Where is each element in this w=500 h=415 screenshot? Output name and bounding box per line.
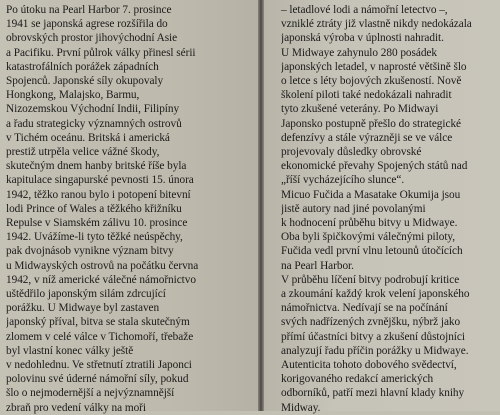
text-line: 1941 se japonská agrese rozšířila do <box>6 18 168 31</box>
text-line: uštědřilo japonským silám zdrcující <box>6 288 166 301</box>
text-line: v Tichém oceánu. Britská i americká <box>6 131 170 144</box>
text-line: k hodnocení průběhu bitvy u Midwaye. <box>281 217 458 230</box>
text-line: V průběhu líčení bitvy podrobují kritice <box>281 273 460 286</box>
text-line: kapitulace singapurské pevnosti 15. února <box>6 174 194 187</box>
text-line: na Pearl Harbor. <box>281 259 354 272</box>
text-line: Repulse v Siamském zálivu 10. prosince <box>6 217 188 230</box>
text-line: Nizozemskou Východní Indii, Filipíny <box>6 103 180 116</box>
text-line: defenzívy a stále výrazněji se ve válce <box>281 131 453 144</box>
text-line: – letadlové lodi a námořní letectvo –, <box>281 4 448 16</box>
text-line: katastrofálních porážek západních <box>6 60 159 73</box>
text-line: zbraň pro vedení války na moři <box>6 401 146 414</box>
text-line: polovinu své úderné námořní síly, pokud <box>6 373 189 386</box>
text-line: japonský příval, bitva se stala skutečným <box>6 316 190 329</box>
text-line: Fučida vedl první vlnu letounů útočících <box>281 245 463 258</box>
text-line: Midway. <box>281 401 321 414</box>
text-line: lodi Prince of Wales a těžkého křižníku <box>6 202 182 215</box>
text-line: Japonsko postupně přešlo do strategické <box>281 117 462 130</box>
text-line: 1942, v níž americké válečné námořnictvo <box>6 273 196 286</box>
text-line: jistě autory nad jiné povolanými <box>281 202 426 215</box>
text-line: skutečným dnem hanby britské říše byla <box>6 160 187 173</box>
text-line: „říší vycházejícího slunce“. <box>281 174 405 187</box>
text-line: ekonomické převahy Spojených států nad <box>281 160 468 173</box>
text-line: 1942. Uvážíme-li tyto těžké neúspěchy, <box>6 231 183 244</box>
text-line: a Pacifiku. První půlrok války přinesl sérii <box>6 46 196 59</box>
text-line: a zkoumání každý krok velení japonského <box>281 288 470 301</box>
text-line: o letce s léty bojových zkušeností. Nově <box>281 75 462 88</box>
text-line: přímí účastníci bitvy a zkušení důstojníci <box>281 330 465 343</box>
text-line: Spojenců. Japonské síly okupovaly <box>6 75 164 88</box>
text-line: 1942, těžko ranou bylo i potopení bitevní <box>6 188 191 201</box>
right-text-column <box>264 0 500 414</box>
text-line: odborníků, patří mezi hlavní klady knihy <box>281 387 465 400</box>
text-line: projevovaly důsledky obrovské <box>281 146 422 159</box>
text-line: obrovských prostor jihovýchodní Asie <box>6 32 178 45</box>
text-line: vzniklé ztráty již vlastně nikdy nedokázala <box>281 18 472 31</box>
text-line: šlo o nejmodernější a nejvýznamnější <box>6 387 175 400</box>
text-line: Po útoku na Pearl Harbor 7. prosince <box>6 4 172 16</box>
text-line: námořnictva. Nedívají se na počínání <box>281 302 448 315</box>
text-line: Hongkong, Malajsko, Barmu, <box>6 89 140 102</box>
text-line: Autenticita tohoto dobového svědectví, <box>281 359 457 372</box>
text-line: Oba byli špičkovými válečnými piloty, <box>281 231 456 244</box>
text-line: pak dvojnásob vynikne význam bitvy <box>6 245 174 258</box>
text-line: a řadu strategicky významných ostrovů <box>6 117 182 130</box>
text-line: zlomem v celé válce v Tichomoří, třebaže <box>6 330 194 343</box>
text-line: japonská výroba v úplnosti nahradit. <box>281 32 444 45</box>
text-line: v nedohlednu. Ve střetnutí ztratili Japonci <box>6 359 192 372</box>
text-line: tyto zkušené veterány. Po Midwayi <box>281 103 439 116</box>
text-line: prestiž utrpěla velice vážné škody, <box>6 146 160 159</box>
text-line: analyzují řadu příčin porážky u Midwaye. <box>281 344 469 357</box>
text-line: svých nadřízených zvnějšku, nýbrž jako <box>281 316 461 329</box>
text-line: byl vlastní konec války ještě <box>6 344 134 357</box>
text-line: u Midwayských ostrovů na počátku června <box>6 259 199 272</box>
text-line: korigovaného redakcí amerických <box>281 373 434 386</box>
text-line: japonských letadel, v naprosté většině šlo <box>281 60 467 73</box>
text-line: U Midwaye zahynulo 280 posádek <box>281 46 437 59</box>
text-line: školení piloti také nedokázali nahradit <box>281 89 452 102</box>
text-line: Micuo Fučida a Masatake Okumija jsou <box>281 188 461 201</box>
text-line: porážku. U Midwaye byl zastaven <box>6 302 160 315</box>
